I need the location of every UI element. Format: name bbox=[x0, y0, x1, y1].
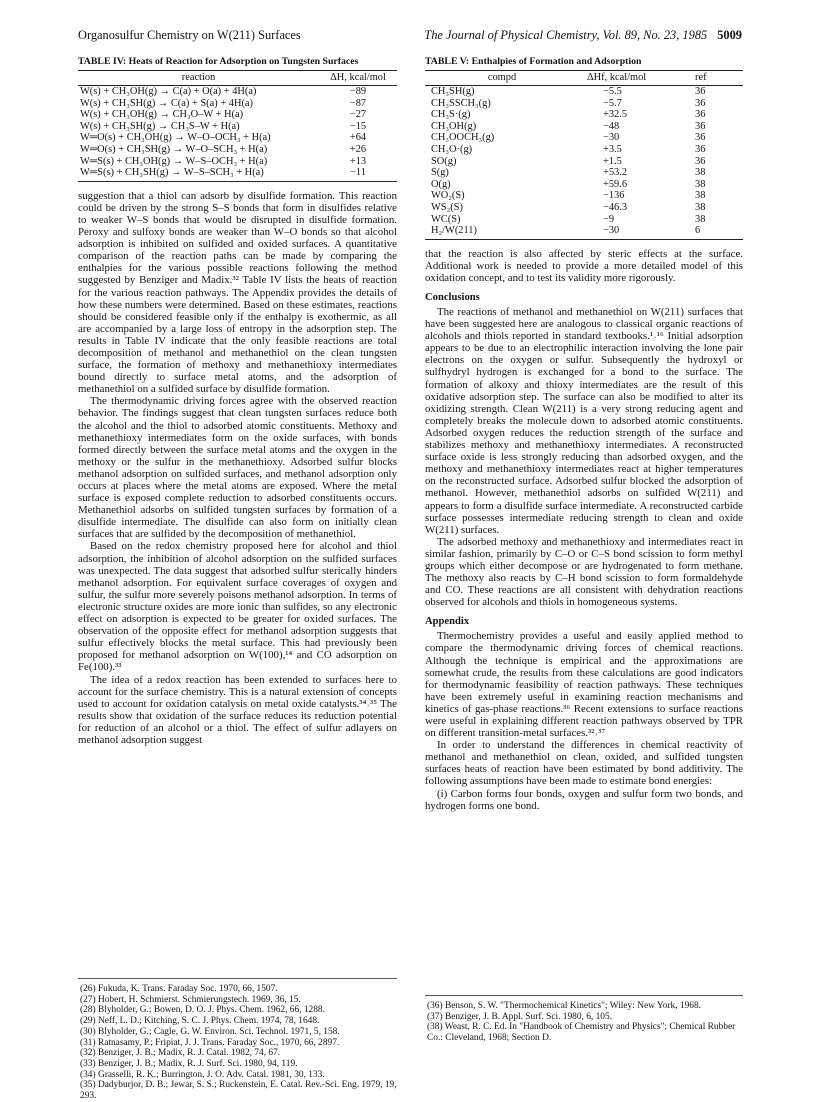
body-paragraph: suggestion that a thiol can adsorb by disulfide formation. This reaction could be driven by the strong S–S bonds that form in disulfides relative to weaker W–S bonds that would be disrupted in disulfide formation. Peroxy and sulfoxy bonds are weaker than W–O bonds so that alcohol adsorption is inhibited on sulfided and oxided surfaces. A quantitative comparison of the reaction paths can be made by comparing the enthalpies for the various possible reactions following the method suggested by Benziger and Madix.³² Table IV lists the heats of reaction for the various reaction pathways. The Appendix provides the details of how these numbers were determined. Based on these estimates, reactions should be considered feasible only if the enthalpy is exothermic, as all are accompanied by a large loss of entropy in the adsorption step. The results in Table IV indicate that the only feasible reactions are total decomposition of methanol and methanethiol on the clean tungsten surface, the formation of methoxy and methanethioxy intermediates bound directly to surface metal atoms, and the adsorption of methanethiol on a sulfided surface by disulfide formation. bbox=[78, 189, 397, 396]
conclusions-paragraph: The reactions of methanol and methanethiol on W(211) surfaces that have been suggested here are analogous to classical organic reactions of alcohols and thiols reported in standard textbooks.¹˒¹⁶ Initial adsorption appears to be due to an electrophilic interaction involving the lone pair electrons on the oxygen or sulfur. Subsequently the hydroxyl or sulfhydryl hydrogen is exchanged for a bond to the surface. The formation of alkoxy and thioxy intermediates are the result of this oxidative adsorption step. The surface can also be modified to alter its oxidizing strength. Clean W(211) is a very strong reducing agent and completely breaks the molecule down to adsorbed atomic constituents. Adsorbed oxygen reduces the reduction strength of the surface and stabilizes methoxy and methanethioxy intermediates. A reconstructed surface oxide is less strongly reducing than adsorbed oxygen, and the methoxy and methanethioxy intermediates react at higher temperatures on the reconstructed surface. Adsorbed sulfur blocked the adsorption of methanol. However, methanethiol adsorbs on sulfided W(211) and appears to form a disulfide surface intermediate. A reconstructed carbide surface possesses intermediate reducing strength to clean and oxide W(211) surfaces. bbox=[425, 306, 743, 536]
table5-ref-cell: 36 bbox=[695, 120, 706, 132]
table5-ref-cell: 36 bbox=[695, 143, 706, 155]
table5-compd-cell: CH₃SH(g) bbox=[431, 86, 475, 97]
table5-compd-cell: H₂/W(211) bbox=[425, 225, 575, 239]
table5-dhf-cell: +53.2 bbox=[603, 167, 628, 179]
table5-dhf-cell: +3.5 bbox=[603, 143, 622, 155]
table4-dh-cell: −89 bbox=[349, 86, 367, 97]
table5-ref-cell: 38 bbox=[695, 190, 706, 202]
reference-entry: (26) Fukuda, K. Trans. Faraday Soc. 1970, 66, 1507. bbox=[80, 984, 278, 994]
table5 bbox=[425, 70, 743, 240]
journal-name: The Journal of Physical Chemistry, Vol. 89, No. 23, 1985 bbox=[424, 28, 708, 42]
reference-entry: (32) Benziger, J. B.; Madix, R. J. Catal. 1982, 74, 67. bbox=[80, 1048, 281, 1059]
left-body-text bbox=[78, 190, 397, 746]
table5-compd-cell: CH₃OH(g) bbox=[431, 120, 477, 132]
table4-body bbox=[78, 86, 397, 182]
table5-dhf-cell: −30 bbox=[575, 225, 683, 239]
body-paragraph: Based on the redox chemistry proposed here for alcohol and thiol adsorption, the inhibition of alcohol adsorption on the sulfided surfaces was unexpected. The data suggest that adsorbed sulfur sterically hinders methanol adsorption. For equivalent surface coverages of oxygen and sulfur, the sulfur more severely poisons methanol adsorption. In terms of electronic structure oxides are more ionic than sulfides, so any electronic effect on adsorption is expected to be greater for oxided surfaces. The observation of the opposite effect for methanol adsorption suggests that sulfur effectively blocks the metal surface. This had previously been proposed for methanol adsorption on W(100),¹⁴ and CO adsorption on Fe(100).³³ bbox=[78, 540, 397, 674]
table5-ref-cell: 38 bbox=[695, 178, 706, 190]
table4-dh-cell: −15 bbox=[349, 120, 367, 132]
table4-row bbox=[78, 132, 397, 144]
reference-entry: (29) Neff, L. D.; Kitching, S. C. J. Phys. Chem. 1974, 78, 1648. bbox=[80, 1016, 320, 1027]
running-header bbox=[78, 28, 742, 44]
table4-row bbox=[78, 86, 397, 98]
reference-entry: (33) Benziger, J. B.; Madix, R. J. Surf. Sci. 1980, 94, 119. bbox=[80, 1058, 298, 1069]
table5-row bbox=[425, 156, 743, 168]
table5-caption: TABLE V: Enthalpies of Formation and Adsorption bbox=[425, 56, 642, 67]
table4-reaction-cell: W═S(s) + CH₃OH(g) → W–S–OCH₃ + H(a) bbox=[80, 155, 268, 167]
table5-compd-cell: WC(S) bbox=[431, 213, 461, 225]
table5-dhf-cell: −48 bbox=[603, 120, 620, 132]
table5-compd-cell: CH₃O·(g) bbox=[431, 143, 473, 155]
appendix-body bbox=[425, 630, 743, 811]
table5-dhf-cell: −9 bbox=[603, 213, 615, 225]
page-number: 5009 bbox=[717, 28, 742, 42]
table5-col-ref: ref bbox=[683, 71, 743, 86]
table4-dh-cell: −87 bbox=[349, 97, 367, 109]
reference-entry: (38) Weast, R. C. Ed. In "Handbook of Chemistry and Physics"; Chemical Rubber Co.: Cleveland, 1968; Section D. bbox=[427, 1022, 736, 1044]
reference-entry: (28) Blyholder, G.; Bowen, D. O. J. Phys. Chem. 1962, 66, 1288. bbox=[80, 1005, 325, 1016]
appendix-paragraph: In order to understand the differences in chemical reactivity of methanol and methanethiol on clean, oxided, and sulfided tungsten surfaces heats of reaction have been estimated by bond additivity. The following assumptions have been made to estimate bond energies: bbox=[425, 739, 743, 788]
reference-entry: (27) Hobert, H. Schmierst. Schmierungstech. 1969, 36, 15. bbox=[80, 994, 301, 1005]
conclusions-body bbox=[425, 306, 743, 608]
appendix-paragraph: (i) Carbon forms four bonds, oxygen and sulfur form two bonds, and hydrogen forms one bond. bbox=[425, 787, 743, 812]
table4-reaction-cell: W(s) + CH₃OH(g) → C(a) + O(a) + 4H(a) bbox=[80, 86, 257, 97]
table5-ref-cell: 36 bbox=[695, 132, 706, 144]
table5-compd-cell: CH₃S·(g) bbox=[431, 109, 471, 121]
table4-dh-cell: −11 bbox=[319, 167, 397, 181]
table5-ref-cell: 36 bbox=[695, 97, 706, 109]
table4-header-row bbox=[78, 71, 397, 86]
table4-row bbox=[78, 167, 397, 181]
table5-row bbox=[425, 121, 743, 133]
table4-dh-cell: +13 bbox=[349, 155, 367, 167]
table5-dhf-cell: −5.5 bbox=[603, 86, 622, 97]
table5-compd-cell: CH₃OOCH₃(g) bbox=[431, 132, 495, 144]
table4-row bbox=[78, 144, 397, 156]
table4-row bbox=[78, 109, 397, 121]
table5-row bbox=[425, 109, 743, 121]
table4-reaction-cell: W(s) + CH₃OH(g) → CH₃O–W + H(a) bbox=[80, 109, 244, 121]
left-column bbox=[78, 52, 397, 746]
table4-dh-cell: −27 bbox=[349, 109, 367, 121]
table5-row bbox=[425, 179, 743, 191]
table5-dhf-cell: +59.6 bbox=[603, 178, 628, 190]
reference-entry: (35) Dadyburjor, D. B.; Jewar, S. S.; Ruckenstein, E. Catal. Rev.-Sci. Eng. 1979, 19, 293. bbox=[80, 1080, 397, 1102]
reference-entry: (36) Benson, S. W. "Thermochemical Kinetics"; Wiley: New York, 1968. bbox=[427, 1001, 701, 1011]
table4-reaction-cell: W(s) + CH₃SH(g) → CH₃S–W + H(a) bbox=[80, 120, 240, 132]
table4-reaction-cell: W(s) + CH₃SH(g) → C(a) + S(a) + 4H(a) bbox=[80, 97, 253, 109]
table4-reaction-cell: W═S(s) + CH₃SH(g) → W–S–SCH₃ + H(a) bbox=[78, 167, 319, 181]
reference-entry: (31) Ratnasamy, P.; Fripiat, J. J. Trans. Faraday Soc., 1970, 66, 2897. bbox=[80, 1037, 340, 1048]
table4-dh-cell: +26 bbox=[349, 143, 367, 155]
right-column bbox=[425, 52, 743, 812]
table5-body bbox=[425, 86, 743, 240]
table5-dhf-cell: +32.5 bbox=[603, 109, 628, 121]
table4-row bbox=[78, 98, 397, 110]
table5-compd-cell: O(g) bbox=[431, 178, 451, 190]
table5-ref-cell: 38 bbox=[695, 167, 706, 179]
table5-row bbox=[425, 86, 743, 98]
table5-dhf-cell: −5.7 bbox=[603, 97, 622, 109]
table5-compd-cell: WO₂(S) bbox=[431, 190, 465, 202]
table4-row bbox=[78, 156, 397, 168]
references-left bbox=[78, 978, 397, 1102]
appendix-heading: Appendix bbox=[425, 616, 470, 628]
body-paragraph: The thermodynamic driving forces agree with the observed reaction behavior. The findings suggest that clean tungsten surfaces reduce both the alcohol and the thiol to adsorbed atomic constituents. Methoxy and methanethioxy intermediates form on the oxide surfaces, with bonds formed directly between the surface metal atoms and the oxygen in the methoxy or the sulfur in the methanethioxy. Adsorbed sulfur blocks methanol adsorption on sulfided surfaces, and methanol adsorption only occurs at places where the metal atoms are exposed. Where the metal surface is exposed complete reduction to adsorbed constituents occurs. Methanethiol adsorbs on sulfided tungsten surfaces by formation of a disulfide intermediate. The disulfide can also form on initially clean surfaces that are sulfided by the decomposition of methanethiol. bbox=[78, 395, 397, 541]
table5-row bbox=[425, 167, 743, 179]
table4-dh-cell: +64 bbox=[349, 132, 367, 144]
table5-dhf-cell: −136 bbox=[603, 190, 625, 202]
table5-compd-cell: WS₂(S) bbox=[431, 201, 463, 213]
table5-row bbox=[425, 214, 743, 226]
references-right bbox=[425, 995, 743, 1044]
table5-dhf-cell: −46.3 bbox=[603, 201, 628, 213]
journal-citation bbox=[424, 28, 742, 43]
table5-ref-cell: 36 bbox=[695, 86, 706, 97]
body-paragraph: The idea of a redox reaction has been extended to surfaces here to account for the surface chemistry. This is a natural extension of concepts used to account for oxidation catalysis on metal oxide catalysts.³⁴˒³⁵ The results show that oxidation of the surface reduces its reduction potential for reduction of an alcohol or a thiol. The effect of sulfur adlayers on methanol adsorption suggest bbox=[78, 673, 397, 746]
table5-row bbox=[425, 144, 743, 156]
table5-ref-cell: 6 bbox=[683, 225, 743, 239]
reference-entry: (37) Benziger, J. B. Appl. Surf. Sci. 1980, 6, 105. bbox=[427, 1011, 613, 1022]
conclusions-paragraph: The adsorbed methoxy and methanethioxy and intermediates react in similar fashion, primarily by C–O or C–S bond scission to form methyl groups which either decompose or are hydrogenated to form methane. The methoxy also reacts by C–H bond scission to form formaldehyde and CO. These reactions are all consistent with dehydration reactions observed for alcohols and thiols in homogeneous systems. bbox=[425, 535, 743, 609]
reference-entry: (30) Blyholder, G.; Cagle, G. W. Environ. Sci. Technol. 1971, 5, 158. bbox=[80, 1026, 340, 1037]
table5-header-row bbox=[425, 71, 743, 86]
table5-col-dhf: ΔHf, kcal/mol bbox=[575, 71, 683, 86]
table5-col-compd: compd bbox=[425, 71, 575, 86]
right-intro-paragraph: that the reaction is also affected by steric effects at the surface. Additional work is needed to provide a more detailed model of this oxidation concept, and to test its validity more rigorously. bbox=[425, 247, 743, 284]
table4-reaction-cell: W═O(s) + CH₃SH(g) → W–O–SCH₃ + H(a) bbox=[80, 143, 268, 155]
table4-col-dh: ΔH, kcal/mol bbox=[319, 71, 397, 86]
table5-row bbox=[425, 202, 743, 214]
table4 bbox=[78, 70, 397, 182]
table5-compd-cell: SO(g) bbox=[431, 155, 457, 167]
conclusions-heading: Conclusions bbox=[425, 292, 480, 303]
reference-entry: (34) Grasselli, R. K.; Burrington, J. O. Adv. Catal. 1981, 30, 133. bbox=[80, 1069, 325, 1080]
table4-reaction-cell: W═O(s) + CH₃OH(g) → W–O–OCH₃ + H(a) bbox=[80, 132, 271, 144]
table5-ref-cell: 38 bbox=[695, 201, 706, 213]
table5-row bbox=[425, 190, 743, 202]
table4-caption: TABLE IV: Heats of Reaction for Adsorption on Tungsten Surfaces bbox=[78, 56, 359, 67]
table5-ref-cell: 36 bbox=[695, 155, 706, 167]
appendix-paragraph: Thermochemistry provides a useful and easily applied method to compare the thermodynamic driving forces of chemical reactions. Although the technique is empirical and the approximations are somewhat crude, the results from these calculations are good indicators for thermodynamic feasibility of reaction pathways. These techniques have been extremely useful in examining reaction mechanisms and kinetics of gas-phase reactions.³⁶ Recent extensions to surface reactions were useful in explaining different reaction pathways observed by TPR on different transition-metal surfaces.³²˒³⁷ bbox=[425, 630, 743, 740]
table5-dhf-cell: −30 bbox=[603, 132, 620, 144]
table5-ref-cell: 36 bbox=[695, 109, 706, 121]
table5-row bbox=[425, 225, 743, 239]
table5-ref-cell: 38 bbox=[695, 213, 706, 225]
table4-col-reaction: reaction bbox=[78, 71, 319, 86]
table5-row bbox=[425, 98, 743, 110]
table5-compd-cell: CH₃SSCH₃(g) bbox=[431, 97, 491, 109]
running-title: Organosulfur Chemistry on W(211) Surfaces bbox=[78, 28, 301, 42]
table5-compd-cell: S(g) bbox=[431, 167, 449, 179]
table5-row bbox=[425, 132, 743, 144]
table5-dhf-cell: +1.5 bbox=[603, 155, 622, 167]
table4-row bbox=[78, 121, 397, 133]
